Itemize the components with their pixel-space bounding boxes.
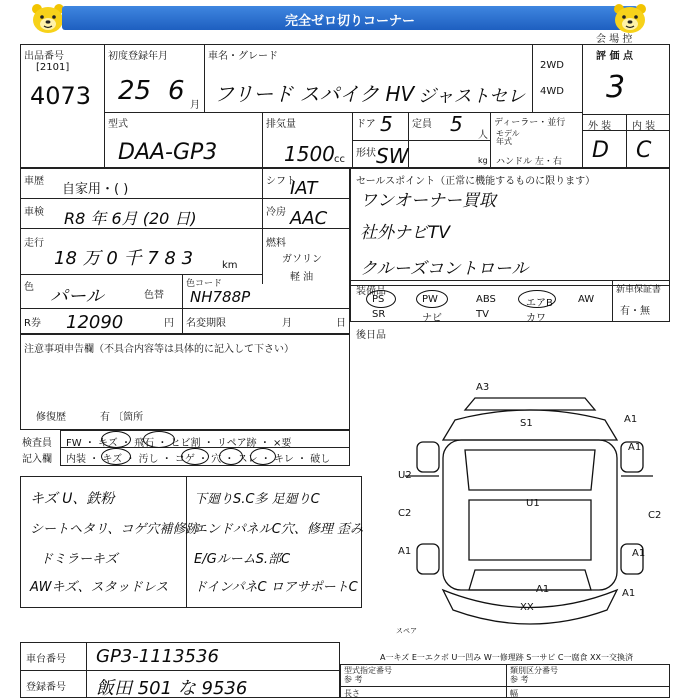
after-date-label: 後日品: [356, 330, 386, 341]
shift-label: シフト: [266, 176, 296, 187]
ac-value: AAC: [290, 208, 328, 229]
diagram-mark: A1: [624, 414, 638, 425]
notes-label: 注意事項申告欄（不具合内容等は具体的に記入して下さい）: [24, 344, 294, 355]
length-label: 長さ: [344, 689, 360, 698]
equip-airbag: エアB: [526, 298, 553, 309]
inspection-value: R8 年 6月 (20 日): [64, 209, 197, 228]
diagram-mark: U2: [398, 470, 412, 481]
mileage-label: 走行: [24, 238, 44, 249]
interior-label: 内 装: [632, 121, 656, 132]
recycle-label: R券: [24, 318, 41, 329]
note-right-2: エンドパネルC穴、修理 歪み: [194, 522, 363, 537]
equip-navi: ナビ: [422, 313, 442, 324]
equip-pw: PW: [422, 294, 438, 305]
registration-number: 飯田 501 な 9536: [96, 678, 248, 699]
chassis-number: GP3-1113536: [96, 646, 219, 667]
diagram-mark: U1: [526, 498, 540, 509]
ac-label: 冷房: [266, 207, 286, 218]
doors-label: ドア: [356, 119, 376, 130]
car-grade: ジャストセレ: [418, 86, 526, 107]
damage-legend: A一キズ E一エクボ U一凹み W一修理跡 S一サビ C一腐食 XX一交換済: [380, 653, 634, 662]
circle-mark: [101, 448, 131, 465]
model-year-label: モデル 年式: [496, 129, 520, 146]
color-code-value: NH788P: [190, 288, 251, 306]
class-designation-label: 類別区分番号 参 考: [510, 666, 558, 684]
record-items: 内装 ・ キズ ・ 汚し ・ コゲ ・ 穴 ・ スレ ・ キレ ・ 破し: [66, 454, 331, 465]
capacity-label: 定員: [412, 119, 432, 130]
note-left-3: ドミラーキズ: [40, 552, 118, 567]
dealer-import-label: ディーラー・並行: [494, 118, 566, 128]
equip-sr: SR: [372, 309, 386, 320]
circle-mark: [181, 448, 209, 465]
equip-ps: PS: [372, 294, 385, 305]
recycle-value: 12090: [66, 312, 124, 333]
score-value: 3: [606, 70, 626, 105]
circle-mark: [416, 290, 448, 308]
name-change-label: 名変期限: [186, 318, 226, 329]
fuel-diesel: 軽 油: [290, 272, 314, 283]
shift-value: IAT: [290, 178, 318, 199]
diagram-mark: A1: [398, 546, 412, 557]
exterior-label: 外 装: [588, 121, 612, 132]
lot-sub-number: [2101]: [36, 62, 70, 73]
warranty-label: 新車保証書: [616, 285, 662, 295]
handle-label: ハンドル 左・右: [496, 157, 562, 167]
circle-mark: [366, 290, 396, 308]
model-type-label: 型式: [108, 119, 128, 130]
color-label: 色: [24, 282, 34, 293]
model-type: DAA-GP3: [118, 140, 218, 165]
history-label: 車歴: [24, 176, 44, 187]
equip-tv: TV: [476, 309, 489, 320]
mileage-value: 18 万 0 千 7 8 3: [54, 248, 194, 269]
diagram-mark: A1: [622, 588, 636, 599]
banner-bar: [62, 6, 638, 30]
name-change-day: 日: [336, 318, 346, 329]
note-left-4: AWキズ、スタッドレス: [30, 580, 169, 595]
car-name-grade-label: 車名・グレード: [208, 51, 278, 62]
venue-label: 会 場 控: [596, 34, 633, 45]
spare-tire-label: スペア: [396, 627, 417, 635]
diagram-mark: A1: [536, 584, 550, 595]
weight-unit: kg: [478, 156, 488, 165]
registration-number-label: 登録番号: [26, 682, 66, 693]
shape-value: SW: [376, 144, 409, 168]
note-right-1: 下廻りS.C多 足廻りC: [194, 492, 320, 507]
equip-aw: AW: [578, 294, 595, 305]
drive-4wd: 4WD: [540, 86, 564, 97]
circle-mark: [518, 290, 556, 308]
width-label: 幅: [510, 689, 518, 698]
diagram-mark: C2: [398, 508, 412, 519]
sales-point-2: 社外ナビTV: [360, 223, 451, 243]
km-unit: km: [222, 260, 238, 271]
note-right-4: ドインパネC ロアサポートC: [194, 580, 358, 595]
record-label: 記入欄: [22, 454, 52, 465]
diagram-mark: A3: [476, 382, 490, 393]
displacement-label: 排気量: [266, 119, 296, 130]
banner-title: 完全ゼロ切りコーナー: [284, 14, 415, 29]
doors-value: 5: [380, 112, 393, 136]
note-right-3: E/GルームS.部C: [194, 552, 291, 567]
exterior-grade: D: [592, 138, 609, 163]
lot-number: 4073: [30, 82, 92, 110]
diagram-mark: XX: [520, 602, 534, 613]
yen-unit: 円: [164, 318, 174, 329]
inspector-label: 検査員: [22, 438, 52, 449]
first-registration-month: 6: [168, 76, 185, 106]
note-left-1: キズ U、鉄粉: [30, 491, 115, 507]
interior-grade: C: [636, 138, 652, 163]
drive-2wd: 2WD: [540, 60, 564, 71]
name-change-month: 月: [282, 318, 292, 329]
sales-point-label: セールスポイント（正常に機能するものに限ります）: [356, 176, 596, 187]
month-unit: 月: [190, 100, 200, 111]
circle-mark: [219, 448, 243, 465]
diagram-mark: A1: [632, 548, 646, 559]
repair-history-label: 修復歴: [36, 412, 66, 423]
color-change-label: 色替: [144, 290, 164, 301]
score-label: 評 価 点: [596, 51, 633, 62]
circle-mark: [250, 448, 276, 465]
fuel-gasoline: ガソリン: [282, 254, 322, 265]
first-registration-label: 初度登録年月: [108, 51, 168, 62]
car-name: フリード スパイク HV: [214, 82, 415, 106]
equip-abs: ABS: [476, 294, 496, 305]
sales-point-1: ワンオーナー買取: [360, 191, 496, 211]
color-value: パール: [50, 286, 104, 307]
history-value: 自家用・( ): [62, 182, 129, 197]
type-designation-label: 型式指定番号 参 考: [344, 666, 392, 684]
repair-history-value: 有 〔箇所: [100, 412, 144, 423]
equipment-label: 装備品: [356, 286, 386, 297]
banner: [0, 0, 700, 38]
inspection-label: 車検: [24, 207, 44, 218]
capacity-value: 5: [450, 112, 463, 136]
displacement: 1500: [284, 142, 335, 166]
circle-mark: [101, 431, 131, 448]
chassis-number-label: 車台番号: [26, 654, 66, 665]
cc-unit: cc: [334, 154, 345, 165]
equip-leather: カワ: [526, 313, 546, 324]
person-unit: 人: [478, 130, 488, 141]
lot-number-label: 出品番号: [24, 51, 64, 62]
diagram-mark: S1: [520, 418, 533, 429]
inspector-items: FW ・ キズ ・ 飛石 ・ ヒビ割 ・ リペア跡 ・ ×要: [66, 438, 292, 449]
circle-mark: [143, 431, 175, 448]
sales-point-3: クルーズコントロール: [360, 259, 529, 279]
note-left-2: シートヘタリ、コゲ穴補修跡: [30, 522, 199, 537]
color-code-label: 色コード: [186, 279, 223, 289]
first-registration-year: 25: [118, 76, 152, 106]
warranty-value: 有・無: [620, 306, 650, 317]
shape-label: 形状: [356, 148, 376, 159]
diagram-mark: A1: [628, 442, 642, 453]
fuel-label: 燃料: [266, 238, 286, 249]
diagram-mark: C2: [648, 510, 662, 521]
